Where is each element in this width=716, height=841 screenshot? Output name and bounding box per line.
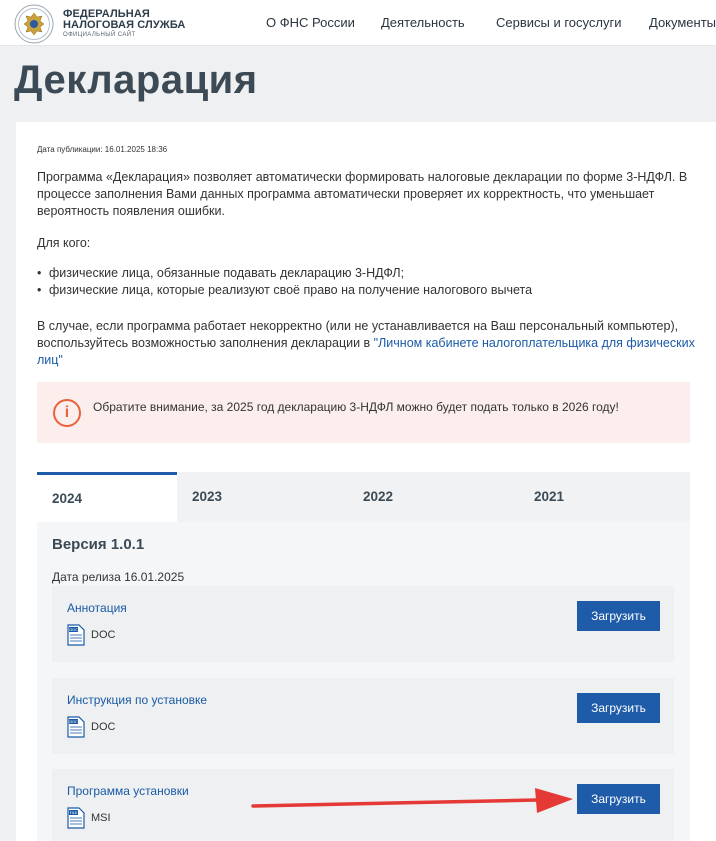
download-annotation-button[interactable]: Загрузить [577,601,660,631]
publication-date: Дата публикации: 16.01.2025 18:36 [37,145,168,154]
year-tabs [37,472,690,522]
svg-text:FILE: FILE [69,810,78,815]
brand-line-2: НАЛОГОВАЯ СЛУЖБА [63,19,186,31]
list-item: • физические лица, которые реализуют своё право на получение налогового вычета [37,282,677,299]
fallback-paragraph [37,318,697,369]
notice-text: Обратите внимание, за 2025 год декларацию 3-НДФЛ можно будет подать только в 2026 году! [93,400,619,414]
list-item: • физические лица, обязанные подавать декларацию 3-НДФЛ; [37,265,677,282]
download-install-guide-button[interactable]: Загрузить [577,693,660,723]
tab-2022[interactable]: 2022 [363,489,394,504]
for-whom-label: Для кого: [37,236,91,250]
file-type-label: DOC [91,721,116,733]
svg-text:DOC: DOC [69,627,78,632]
release-date: Дата релиза 16.01.2025 [52,570,185,584]
taxpayer-cabinet-link[interactable]: "Личном кабинете налогоплательщика для физических лиц" [37,336,695,367]
nav-activity[interactable]: Деятельность [381,15,465,30]
tab-2023[interactable]: 2023 [192,489,223,504]
file-title-link[interactable]: Программа установки [67,784,189,798]
doc-file-icon [67,716,85,738]
file-type-label: MSI [91,812,111,824]
file-row-install-guide [52,678,674,754]
svg-text:DOC: DOC [69,719,78,724]
nav-services[interactable]: Сервисы и госуслуги [496,15,622,30]
file-title-link[interactable]: Аннотация [67,601,127,615]
doc-file-icon [67,624,85,646]
file-row-annotation [52,586,674,662]
file-type-label: DOC [91,629,116,641]
brand-line-1: ФЕДЕРАЛЬНАЯ [63,8,150,20]
info-icon: i [53,399,81,427]
version-title: Версия 1.0.1 [52,536,145,553]
nav-documents[interactable]: Документы [649,15,716,30]
brand-text[interactable] [63,9,185,39]
brand-subtitle: ОФИЦИАЛЬНЫЙ САЙТ [63,32,136,38]
audience-list [37,265,677,299]
nav-about-fns[interactable]: О ФНС России [266,15,355,30]
fallback-text: В случае, если программа работает некорректно (или не устанавливается на Ваш персональный компьютер), воспользуйтесь возможностью заполнения декларации в [37,319,679,350]
fns-emblem-logo[interactable] [14,4,54,44]
file-icon [67,807,85,829]
site-header [0,0,716,46]
tab-2024[interactable]: 2024 [37,472,177,522]
tab-2021[interactable]: 2021 [534,489,565,504]
file-title-link[interactable]: Инструкция по установке [67,693,208,707]
intro-paragraph: Программа «Декларация» позволяет автоматически формировать налоговые декларации по форме 3-НДФЛ. В процессе заполнения Вами данных программа автоматически проверяет их корректность, что уменьшает вероятность появления ошибки. [37,170,688,218]
page-title: Декларация [14,58,258,102]
annotation-arrow-icon [245,780,575,820]
download-installer-button[interactable]: Загрузить [577,784,660,814]
notice-banner [37,382,690,443]
